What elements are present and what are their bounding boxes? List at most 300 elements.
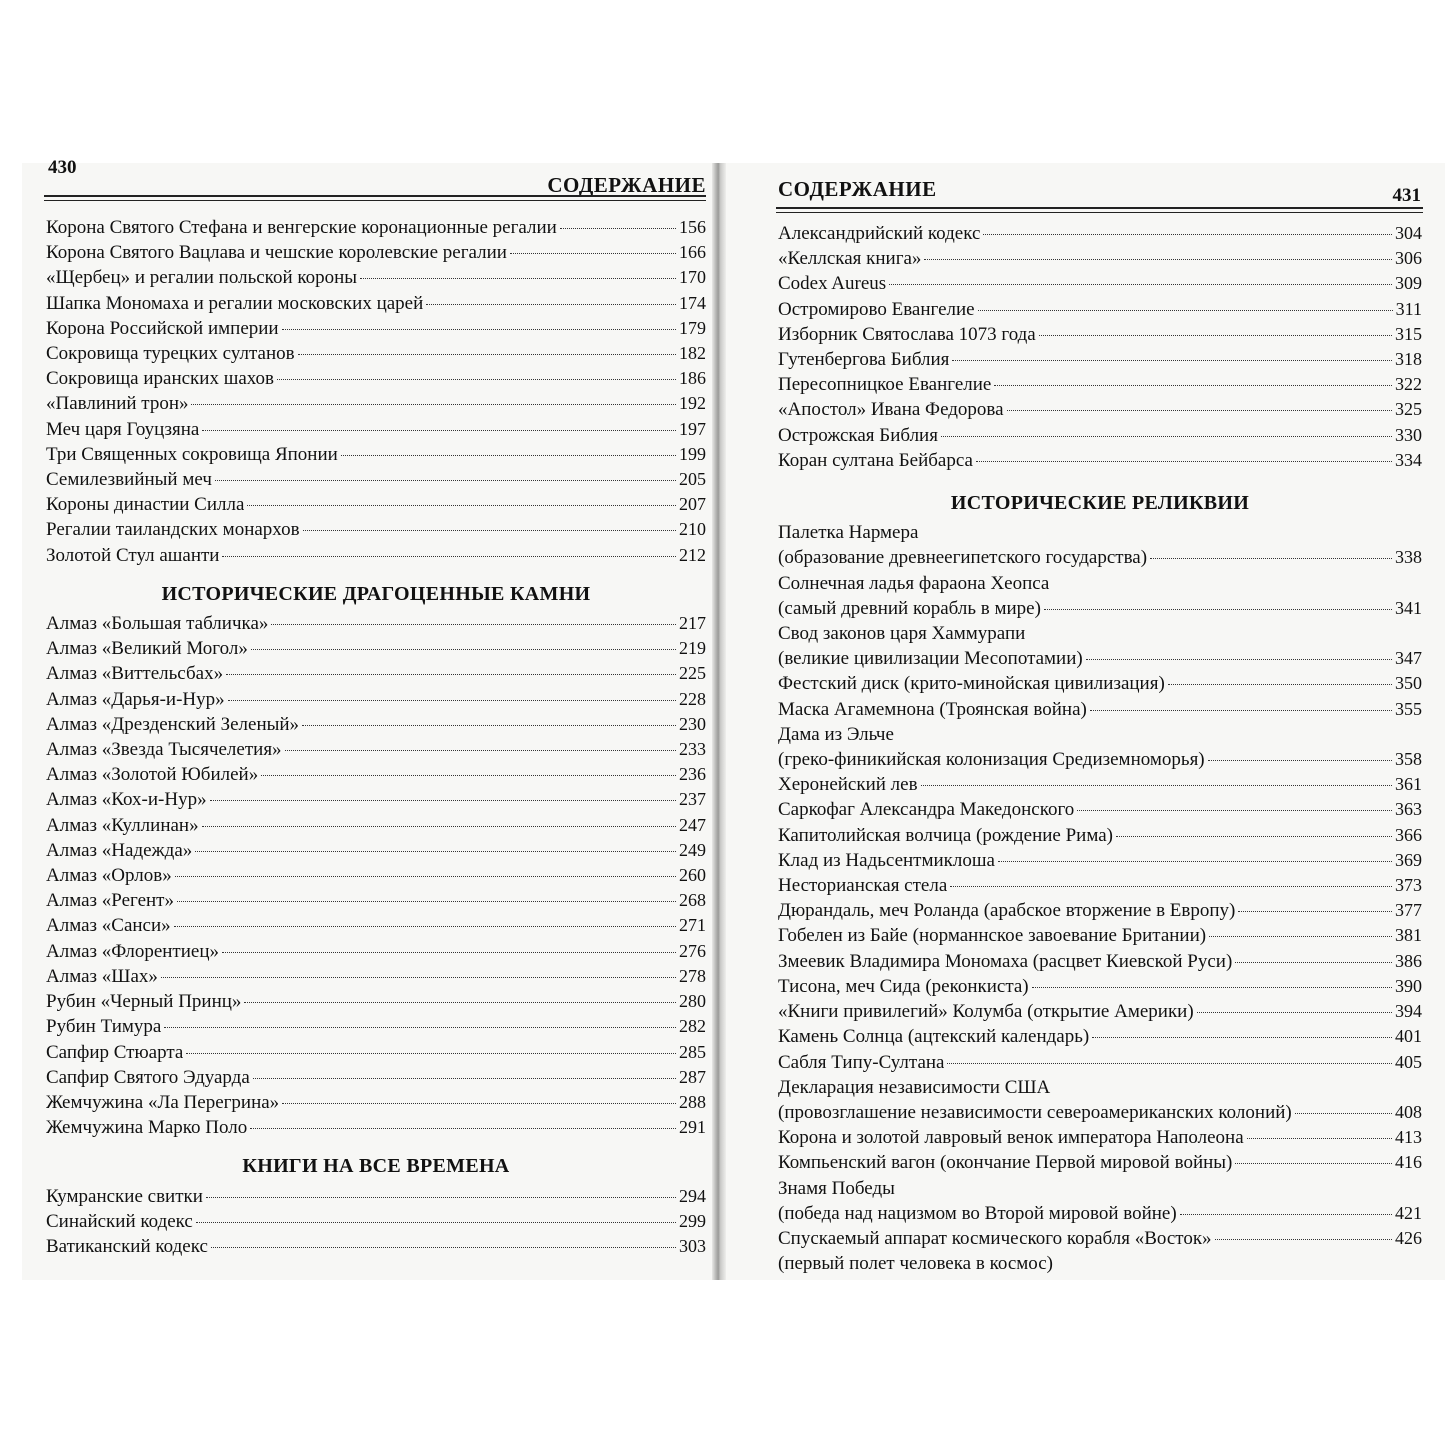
toc-entry-page: 350 (1395, 673, 1422, 694)
toc-entry (778, 1125, 1422, 1150)
toc-entry (46, 316, 706, 341)
toc-entry (46, 964, 706, 989)
toc-entry-page: 386 (1395, 950, 1422, 971)
toc-entry-title: Компьенский вагон (окончание Первой мировой войны) (778, 1152, 1233, 1174)
dot-leader (250, 1128, 676, 1129)
toc-entry-title: Алмаз «Шах» (46, 965, 158, 987)
toc-entry-page: 182 (679, 343, 706, 364)
dot-leader (341, 455, 676, 456)
dot-leader (1086, 659, 1392, 660)
toc-entry-title: Херонейский лев (778, 774, 918, 796)
toc-entry-title: Корона Святого Стефана и венгерские коронационные регалии (46, 217, 557, 238)
toc-entry-page: 276 (679, 940, 706, 961)
toc-entry (46, 813, 706, 838)
toc-entry-page: 315 (1395, 323, 1422, 344)
toc-entry (46, 687, 706, 712)
toc-entry-page: 249 (679, 839, 706, 860)
left-page-header (22, 157, 712, 213)
toc-entry-subtitle-line: (первый полет человека в космос) (778, 1253, 1054, 1275)
toc-entry-page: 299 (679, 1210, 706, 1231)
toc-entry (778, 221, 1422, 246)
toc-entry (46, 366, 706, 391)
toc-entry (46, 838, 706, 863)
dot-leader (426, 304, 676, 305)
toc-entry (778, 297, 1422, 322)
toc-entry (46, 1065, 706, 1090)
toc-entry-page: 416 (1395, 1152, 1422, 1173)
toc-group-books (778, 221, 1422, 473)
toc-entry-page: 408 (1395, 1101, 1422, 1122)
toc-entry (46, 1184, 706, 1209)
toc-entry (46, 1234, 706, 1259)
toc-entry-page: 366 (1395, 824, 1422, 845)
dot-leader (174, 926, 676, 927)
dot-leader (560, 228, 676, 229)
toc-entry-page: 334 (1395, 449, 1422, 470)
toc-entry-page: 394 (1395, 1001, 1422, 1022)
toc-entry (46, 888, 706, 913)
toc-entry-title: Алмаз «Дарья-и-Нур» (46, 688, 225, 710)
dot-leader (1007, 410, 1392, 411)
toc-entry-page: 210 (679, 519, 706, 540)
toc-entry-title: (греко-финикийская колонизация Средиземноморья) (778, 749, 1205, 771)
section-heading-books: КНИГИ НА ВСЕ ВРЕМЕНА (242, 1155, 510, 1178)
dot-leader (1044, 609, 1392, 610)
toc-entry-page: 278 (679, 965, 706, 986)
toc-entry-title: Маска Агамемнона (Троянская война) (778, 698, 1087, 720)
toc-entry (778, 372, 1422, 397)
toc-group-relics (778, 520, 1422, 1276)
toc-entry-page: 294 (679, 1185, 706, 1206)
toc-entry-title: Алмаз «Регент» (46, 890, 174, 912)
toc-entry-title: Алмаз «Надежда» (46, 839, 193, 861)
dot-leader (161, 977, 676, 978)
toc-entry (778, 898, 1422, 923)
toc-entry (778, 747, 1422, 772)
toc-entry-title: Алмаз «Санси» (46, 915, 171, 937)
toc-entry-title: Алмаз «Звезда Тысячелетия» (46, 739, 282, 761)
toc-entry-page: 318 (1395, 349, 1422, 370)
toc-left (46, 215, 706, 1259)
toc-entry-title: Кумранские свитки (46, 1185, 203, 1207)
toc-entry (778, 823, 1422, 848)
toc-entry (778, 671, 1422, 696)
toc-right (778, 221, 1422, 1276)
toc-entry (778, 848, 1422, 873)
toc-entry (778, 545, 1422, 570)
toc-entry-title: Сапфир Святого Эдуарда (46, 1066, 250, 1088)
toc-entry-page: 260 (679, 865, 706, 886)
toc-entry (778, 1150, 1422, 1175)
toc-entry-page: 405 (1395, 1051, 1422, 1072)
toc-entry (778, 397, 1422, 422)
toc-entry-page: 347 (1395, 648, 1422, 669)
toc-entry-title: Алмаз «Золотой Юбилей» (46, 764, 259, 786)
toc-entry-title: Гобелен из Байе (норманнское завоевание Британии) (778, 925, 1207, 947)
toc-entry (778, 1100, 1422, 1125)
toc-entry-page: 377 (1395, 900, 1422, 921)
toc-entry-page: 228 (679, 688, 706, 709)
toc-entry-page: 205 (679, 469, 706, 490)
toc-group-regalia (46, 215, 706, 568)
dot-leader (202, 430, 676, 431)
toc-entry (46, 712, 706, 737)
dot-leader (1235, 1163, 1392, 1164)
dot-leader (282, 1103, 676, 1104)
right-page-header (726, 163, 1445, 213)
dot-leader (1295, 1113, 1392, 1114)
toc-entry-page: 381 (1395, 925, 1422, 946)
running-head: СОДЕРЖАНИЕ (778, 177, 937, 201)
toc-entry (778, 322, 1422, 347)
toc-entry-page: 363 (1395, 799, 1422, 820)
toc-entry-page: 288 (679, 1091, 706, 1112)
toc-entry-page: 338 (1395, 547, 1422, 568)
dot-leader (191, 404, 676, 405)
page-number: 431 (1392, 185, 1421, 206)
dot-leader (983, 234, 1392, 235)
toc-entry-page: 280 (679, 991, 706, 1012)
toc-entry-page: 309 (1395, 273, 1422, 294)
toc-entry-title: Корона и золотой лавровый венок императора Наполеона (778, 1127, 1244, 1149)
toc-entry (778, 1024, 1422, 1049)
toc-entry-title: Камень Солнца (ацтекский календарь) (778, 1026, 1090, 1048)
toc-entry-page: 413 (1395, 1127, 1422, 1148)
toc-entry (778, 246, 1422, 271)
right-page (726, 163, 1445, 1280)
header-rule (44, 195, 706, 197)
toc-entry (778, 974, 1422, 999)
toc-entry-title: (великие цивилизации Месопотамии) (778, 648, 1083, 670)
toc-group-books (46, 1184, 706, 1260)
toc-entry (46, 391, 706, 416)
toc-entry-title: Алмаз «Дрезденский Зеленый» (46, 713, 300, 735)
toc-entry-page: 219 (679, 638, 706, 659)
dot-leader (1235, 962, 1392, 963)
dot-leader (226, 674, 676, 675)
toc-entry-title: Рубин «Черный Принц» (46, 991, 242, 1013)
toc-entry (778, 873, 1422, 898)
dot-leader (302, 725, 676, 726)
toc-entry-title: Змеевик Владимира Мономаха (расцвет Киевской Руси) (778, 950, 1233, 972)
toc-entry-title: Жемчужина «Ла Перегрина» (46, 1091, 280, 1113)
toc-entry-title: Алмаз «Кох-и-Нур» (46, 789, 207, 811)
toc-entry-title: Пересопницкое Евангелие (778, 374, 992, 396)
toc-entry (46, 517, 706, 542)
toc-entry (46, 265, 706, 290)
dot-leader (285, 750, 676, 751)
toc-entry (778, 1050, 1422, 1075)
toc-entry-page: 355 (1395, 698, 1422, 719)
toc-entry-title: Золотой Стул ашанти (46, 544, 220, 566)
toc-entry-page: 401 (1395, 1026, 1422, 1047)
toc-entry (46, 1090, 706, 1115)
toc-entry (46, 913, 706, 938)
toc-entry-page: 199 (679, 443, 706, 464)
toc-entry-title: Регалии таиландских монархов (46, 519, 300, 541)
dot-leader (244, 1002, 676, 1003)
dot-leader (164, 1027, 676, 1028)
toc-entry (46, 467, 706, 492)
dot-leader (360, 278, 676, 279)
toc-entry-page: 156 (679, 217, 706, 237)
toc-entry-page: 237 (679, 789, 706, 810)
toc-entry-title: Алмаз «Орлов» (46, 865, 172, 887)
dot-leader (251, 649, 676, 650)
page-number: 430 (48, 157, 77, 178)
toc-entry-page: 369 (1395, 849, 1422, 870)
dot-leader (253, 1078, 676, 1079)
dot-leader (247, 505, 676, 506)
toc-entry-title: Александрийский кодекс (778, 223, 981, 244)
dot-leader (889, 284, 1392, 285)
dot-leader (1215, 1239, 1392, 1240)
dot-leader (277, 379, 676, 380)
toc-entry-title: Капитолийская волчица (рождение Рима) (778, 824, 1113, 846)
toc-entry-page: 192 (679, 393, 706, 414)
toc-entry-title: Гутенбергова Библия (778, 349, 950, 371)
toc-entry-title: (самый древний корабль в мире) (778, 597, 1041, 619)
dot-leader (228, 700, 676, 701)
toc-entry-page: 358 (1395, 749, 1422, 770)
dot-leader (1032, 987, 1392, 988)
dot-leader (1092, 1037, 1392, 1038)
toc-entry-page: 268 (679, 890, 706, 911)
toc-entry-title-line: Солнечная ладья фараона Хеопса (778, 572, 1050, 594)
toc-entry (46, 636, 706, 661)
toc-entry-title: Жемчужина Марко Поло (46, 1117, 248, 1139)
dot-leader (998, 861, 1392, 862)
dot-leader (950, 886, 1392, 887)
dot-leader (303, 530, 676, 531)
toc-entry (778, 596, 1422, 621)
toc-group-gems (46, 611, 706, 1140)
toc-entry-page: 207 (679, 494, 706, 515)
dot-leader (978, 310, 1393, 311)
toc-entry-title: Дюрандаль, меч Роланда (арабское вторжение в Европу) (778, 900, 1236, 922)
section-heading-relics: ИСТОРИЧЕСКИЕ РЕЛИКВИИ (950, 492, 1250, 515)
toc-entry-title: «Келлская книга» (778, 248, 922, 270)
toc-entry (46, 215, 706, 240)
toc-entry-title: Корона Российской империи (46, 317, 279, 339)
dot-leader (222, 556, 676, 557)
dot-leader (976, 461, 1392, 462)
toc-entry-title: Саркофаг Александра Македонского (778, 799, 1075, 821)
toc-entry (46, 341, 706, 366)
toc-entry-title: Алмаз «Виттельсбах» (46, 663, 224, 685)
toc-entry-page: 330 (1395, 424, 1422, 445)
toc-entry-page: 304 (1395, 223, 1422, 243)
dot-leader (1150, 558, 1392, 559)
toc-entry (46, 1209, 706, 1234)
toc-entry (778, 923, 1422, 948)
toc-entry (778, 1201, 1422, 1226)
toc-entry-title-line: Знамя Победы (778, 1177, 895, 1199)
dot-leader (195, 851, 676, 852)
header-rule-thin (44, 200, 706, 201)
toc-entry-title: Сокровища иранских шахов (46, 368, 275, 390)
dot-leader (271, 624, 676, 625)
toc-entry-title: Алмаз «Куллинан» (46, 814, 199, 836)
toc-entry (778, 949, 1422, 974)
toc-entry-title: Остромирово Евангелие (778, 298, 975, 320)
toc-entry-page: 390 (1395, 975, 1422, 996)
dot-leader (1180, 1214, 1392, 1215)
toc-entry-title: Codex Aureus (778, 273, 887, 295)
toc-entry-title: Алмаз «Флорентиец» (46, 940, 220, 962)
toc-entry-title: Тисона, меч Сида (реконкиста) (778, 975, 1029, 997)
toc-entry-title: Короны династии Силла (46, 494, 245, 516)
dot-leader (1208, 760, 1392, 761)
toc-entry (46, 543, 706, 568)
toc-entry (778, 697, 1422, 722)
toc-entry (778, 772, 1422, 797)
toc-entry (778, 646, 1422, 671)
toc-entry (46, 240, 706, 265)
toc-entry-page: 311 (1395, 298, 1422, 319)
toc-entry (46, 661, 706, 686)
dot-leader (1039, 335, 1392, 336)
toc-entry-title: Ватиканский кодекс (46, 1235, 208, 1257)
toc-entry-title-line: Свод законов царя Хаммурапи (778, 623, 1026, 645)
toc-entry-page: 361 (1395, 774, 1422, 795)
toc-entry-page: 174 (679, 292, 706, 313)
toc-entry-page: 212 (679, 544, 706, 565)
toc-entry-page: 225 (679, 663, 706, 684)
toc-entry-title: Сокровища турецких султанов (46, 343, 295, 365)
running-head: СОДЕРЖАНИЕ (547, 173, 706, 197)
toc-entry-title: «Павлиний трон» (46, 393, 189, 415)
toc-entry (46, 737, 706, 762)
dot-leader (1238, 911, 1392, 912)
toc-entry (46, 1040, 706, 1065)
dot-leader (211, 1247, 676, 1248)
dot-leader (1090, 710, 1392, 711)
toc-entry-page: 170 (679, 267, 706, 288)
toc-entry-title: Острожская Библия (778, 424, 938, 446)
dot-leader (206, 1197, 676, 1198)
toc-entry-title: Коран султана Бейбарса (778, 449, 973, 471)
toc-entry (778, 999, 1422, 1024)
toc-entry (46, 762, 706, 787)
dot-leader (210, 800, 676, 801)
dot-leader (1247, 1138, 1392, 1139)
toc-entry-page: 236 (679, 764, 706, 785)
dot-leader (1077, 810, 1392, 811)
toc-entry-page: 287 (679, 1066, 706, 1087)
toc-entry-page: 285 (679, 1041, 706, 1062)
toc-entry-title: Спускаемый аппарат космического корабля «Восток» (778, 1227, 1212, 1249)
dot-leader (994, 385, 1392, 386)
toc-entry-title: Алмаз «Большая табличка» (46, 613, 269, 635)
header-rule-thin (776, 212, 1423, 213)
toc-entry (778, 448, 1422, 473)
dot-leader (282, 329, 676, 330)
dot-leader (952, 360, 1392, 361)
toc-entry-page: 341 (1395, 597, 1422, 618)
dot-leader (175, 876, 676, 877)
toc-entry (778, 1226, 1422, 1251)
toc-entry-title-line: Дама из Эльче (778, 723, 894, 745)
toc-entry-title: Рубин Тимура (46, 1016, 162, 1038)
dot-leader (177, 901, 676, 902)
toc-entry-page: 306 (1395, 248, 1422, 269)
book-gutter (712, 163, 726, 1280)
dot-leader (510, 253, 676, 254)
toc-entry (778, 271, 1422, 296)
toc-entry-page: 179 (679, 317, 706, 338)
dot-leader (186, 1053, 676, 1054)
toc-entry-title: (образование древнеегипетского государства) (778, 547, 1148, 569)
toc-entry-page: 166 (679, 242, 706, 263)
toc-entry-title: «Апостол» Ивана Федорова (778, 399, 1004, 421)
toc-entry-page: 247 (679, 814, 706, 835)
header-rule (776, 207, 1423, 209)
toc-entry (46, 1115, 706, 1140)
toc-entry-title-line: Декларация независимости США (778, 1076, 1051, 1098)
toc-entry (46, 417, 706, 442)
toc-entry-title: Алмаз «Великий Могол» (46, 638, 248, 660)
dot-leader (215, 480, 676, 481)
toc-entry-page: 426 (1395, 1227, 1422, 1248)
toc-entry-page: 282 (679, 1016, 706, 1037)
toc-entry-title: Меч царя Гоуцзяна (46, 418, 200, 440)
toc-entry-title: Изборник Святослава 1073 года (778, 323, 1036, 345)
toc-entry (46, 1014, 706, 1039)
dot-leader (196, 1222, 676, 1223)
dot-leader (1209, 936, 1392, 937)
toc-entry (46, 863, 706, 888)
toc-entry (778, 797, 1422, 822)
toc-entry (778, 423, 1422, 448)
dot-leader (1197, 1012, 1392, 1013)
toc-entry (46, 787, 706, 812)
dot-leader (941, 436, 1392, 437)
dot-leader (202, 826, 676, 827)
toc-entry-page: 325 (1395, 399, 1422, 420)
toc-entry-title: Сапфир Стюарта (46, 1041, 184, 1063)
toc-entry-title: Сабля Типу-Султана (778, 1051, 945, 1073)
dot-leader (947, 1063, 1392, 1064)
toc-entry-title: Несторианская стела (778, 875, 948, 897)
toc-entry-page: 291 (679, 1117, 706, 1138)
toc-entry-title: Три Священных сокровища Японии (46, 443, 338, 465)
toc-entry-title: Корона Святого Вацлава и чешские королевские регалии (46, 242, 507, 264)
toc-entry (46, 939, 706, 964)
dot-leader (1168, 684, 1392, 685)
dot-leader (298, 354, 676, 355)
toc-entry-page: 197 (679, 418, 706, 439)
toc-entry-page: 186 (679, 368, 706, 389)
toc-entry-title: (победа над нацизмом во Второй мировой войне) (778, 1202, 1177, 1224)
toc-entry (46, 291, 706, 316)
dot-leader (261, 775, 676, 776)
toc-entry (46, 442, 706, 467)
toc-entry-title: (провозглашение независимости североамериканских колоний) (778, 1101, 1292, 1123)
toc-entry-page: 233 (679, 739, 706, 760)
toc-entry-page: 322 (1395, 374, 1422, 395)
toc-entry-page: 230 (679, 713, 706, 734)
toc-entry-title: Синайский кодекс (46, 1210, 193, 1232)
dot-leader (222, 952, 676, 953)
toc-entry (46, 989, 706, 1014)
toc-entry-page: 303 (679, 1235, 706, 1256)
toc-entry-page: 373 (1395, 875, 1422, 896)
toc-entry-title: Шапка Мономаха и регалии московских царей (46, 292, 424, 314)
dot-leader (921, 785, 1392, 786)
toc-entry-title: «Щербец» и регалии польской короны (46, 267, 358, 289)
dot-leader (924, 259, 1392, 260)
